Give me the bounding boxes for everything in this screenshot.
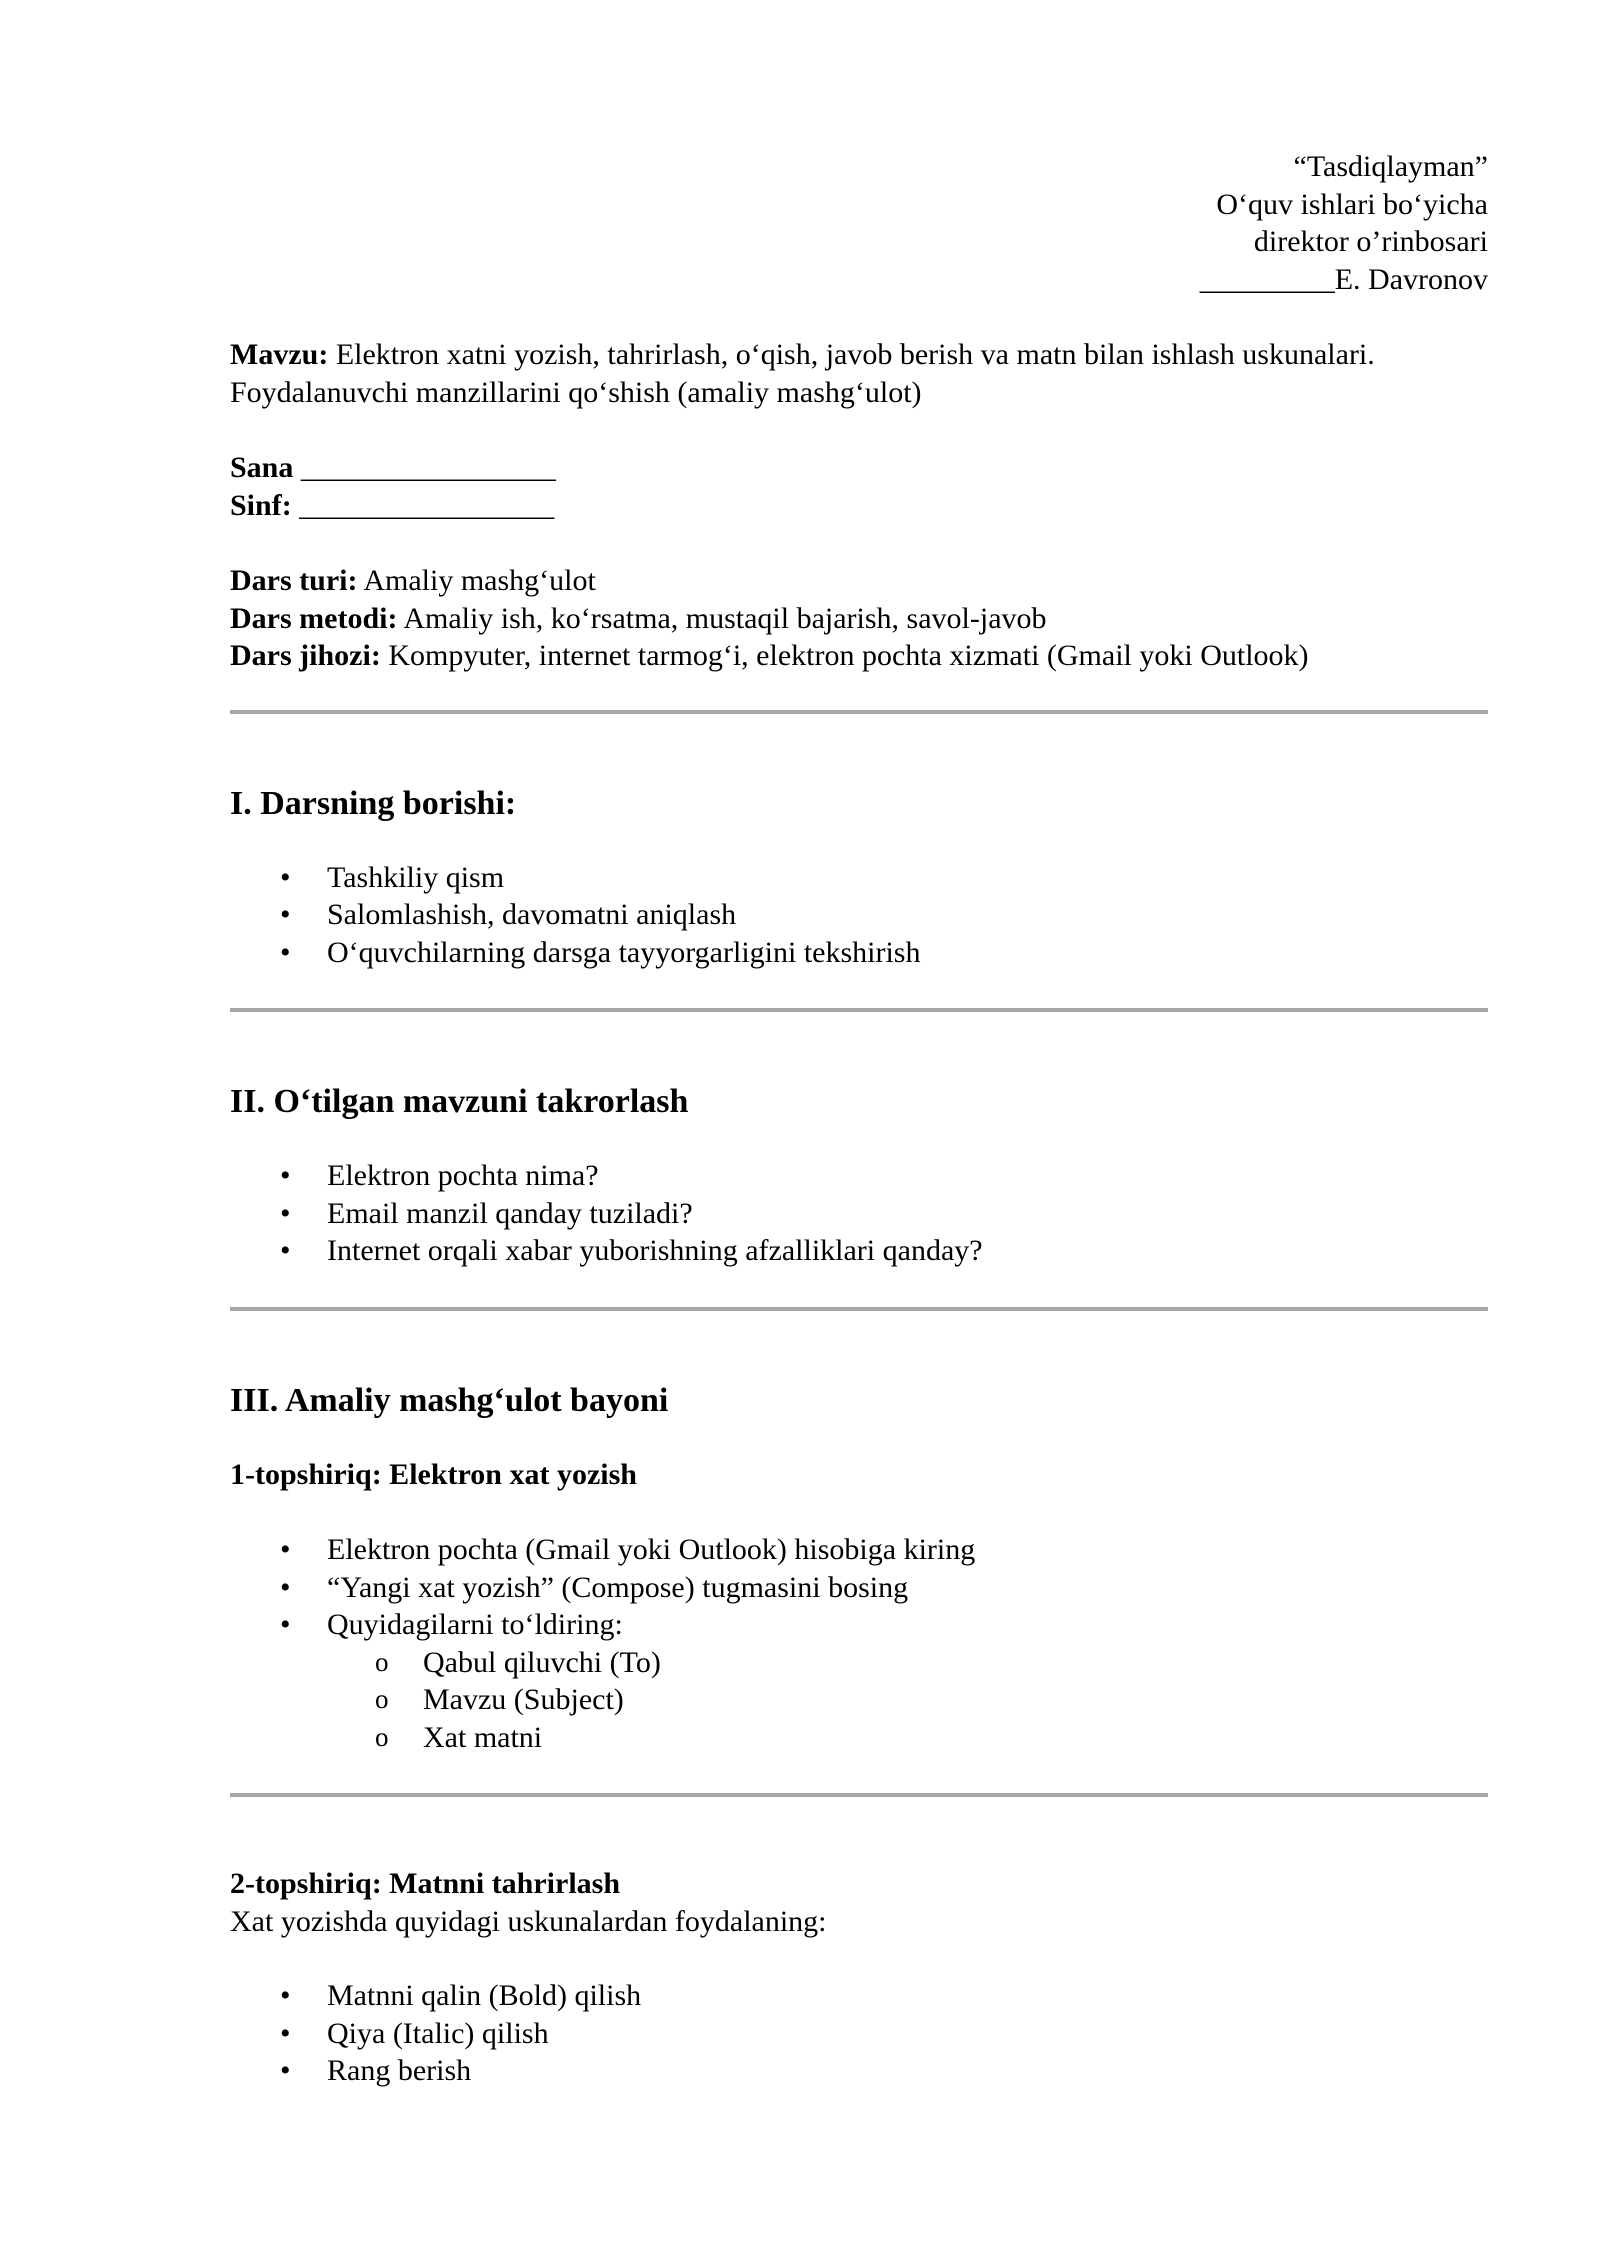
bullet-icon: •	[280, 898, 291, 931]
lesson-method-label: Dars metodi:	[230, 601, 398, 635]
list-item: • Quyidagilarni to‘ldiring:	[230, 1606, 1488, 1644]
circle-bullet-icon: o	[375, 1721, 389, 1752]
class-label: Sinf:	[230, 488, 292, 522]
list-item: • Matnni qalin (Bold) qilish	[230, 1977, 1488, 2015]
bullet-icon: •	[280, 935, 291, 969]
lesson-type-value: Amaliy mashg‘ulot	[357, 564, 596, 597]
date-label: Sana	[230, 451, 294, 484]
bullet-icon: •	[280, 1159, 291, 1192]
sub-list-item: o Mavzu (Subject)	[230, 1681, 1488, 1719]
task-1-list	[230, 1531, 1488, 1644]
list-item: • Rang berish	[230, 2052, 1488, 2090]
section-1-list	[230, 859, 1488, 972]
list-item: • “Yangi xat yozish” (Compose) tugmasini bosing	[230, 1569, 1488, 1607]
bullet-icon: •	[280, 1570, 291, 1604]
approval-line-2: direktor o’rinbosari	[1253, 225, 1488, 258]
lesson-equipment-line	[230, 637, 1488, 675]
date-line	[230, 449, 1488, 487]
list-item: • Salomlashish, davomatni aniqlash	[230, 896, 1488, 934]
topic-paragraph	[230, 336, 1488, 411]
bullet-icon: •	[280, 2054, 291, 2087]
list-item: • O‘quvchilarning darsga tayyorgarligini tekshirish	[230, 934, 1488, 972]
bullet-icon: •	[280, 1979, 291, 2012]
section-heading-3: III. Amaliy mashg‘ulot bayoni	[230, 1381, 669, 1419]
lesson-equipment-label: Dars jihozi:	[230, 639, 381, 672]
list-item: • Elektron pochta (Gmail yoki Outlook) hisobiga kiring	[230, 1531, 1488, 1569]
sub-list-item: o Xat matni	[230, 1719, 1488, 1757]
list-item: • Elektron pochta nima?	[230, 1157, 1488, 1195]
approval-signature: _________E. Davronov	[1199, 262, 1488, 296]
document-page	[230, 148, 1488, 2090]
bullet-icon: •	[280, 1608, 291, 1641]
topic-label: Mavzu:	[230, 338, 329, 371]
task-2-intro: Xat yozishda quyidagi uskunalardan foydalaning:	[230, 1904, 827, 1938]
section-2-list	[230, 1157, 1488, 1270]
lesson-method-line	[230, 600, 1488, 638]
bullet-icon: •	[280, 1533, 291, 1566]
approval-title: “Tasdiqlayman”	[1293, 150, 1488, 183]
task-1-title: 1-topshiriq: Elektron xat yozish	[230, 1457, 637, 1491]
section-heading-1: I. Darsning borishi:	[230, 784, 517, 822]
task-1-sublist	[230, 1644, 1488, 1757]
section-heading-2: II. O‘tilgan mavzuni takrorlash	[230, 1083, 689, 1120]
task-2-title: 2-topshiriq: Matnni tahrirlash	[230, 1867, 621, 1900]
bullet-icon: •	[280, 1196, 291, 1230]
sub-list-item: o Qabul qiluvchi (To)	[230, 1644, 1488, 1682]
topic-text: Elektron xatni yozish, tahrirlash, o‘qish, javob berish va matn bilan ishlash uskunalari. Foydalanuvchi manzillarini qo‘shish (amaliy mashg‘ulot)	[230, 338, 1375, 409]
list-item: • Email manzil qanday tuziladi?	[230, 1195, 1488, 1233]
bullet-icon: •	[280, 860, 291, 894]
circle-bullet-icon: o	[375, 1684, 389, 1714]
task-2-list	[230, 1977, 1488, 2090]
class-line	[230, 487, 1488, 525]
date-blank: _________________	[293, 451, 556, 484]
circle-bullet-icon: o	[375, 1646, 389, 1677]
bullet-icon: •	[280, 2016, 291, 2050]
list-item: • Internet orqali xabar yuborishning afzalliklari qanday?	[230, 1232, 1488, 1270]
class-blank: _________________	[291, 488, 555, 522]
lesson-method-value: Amaliy ish, ko‘rsatma, mustaqil bajarish, savol-javob	[397, 601, 1047, 635]
list-item: • Tashkiliy qism	[230, 859, 1488, 897]
approval-block	[230, 148, 1488, 298]
bullet-icon: •	[280, 1234, 291, 1267]
lesson-type-line	[230, 562, 1488, 600]
approval-line-1: O‘quv ishlari bo‘yicha	[1216, 187, 1488, 221]
list-item: • Qiya (Italic) qilish	[230, 2015, 1488, 2053]
lesson-equipment-value: Kompyuter, internet tarmog‘i, elektron pochta xizmati (Gmail yoki Outlook)	[380, 639, 1309, 672]
lesson-type-label: Dars turi:	[230, 564, 358, 597]
